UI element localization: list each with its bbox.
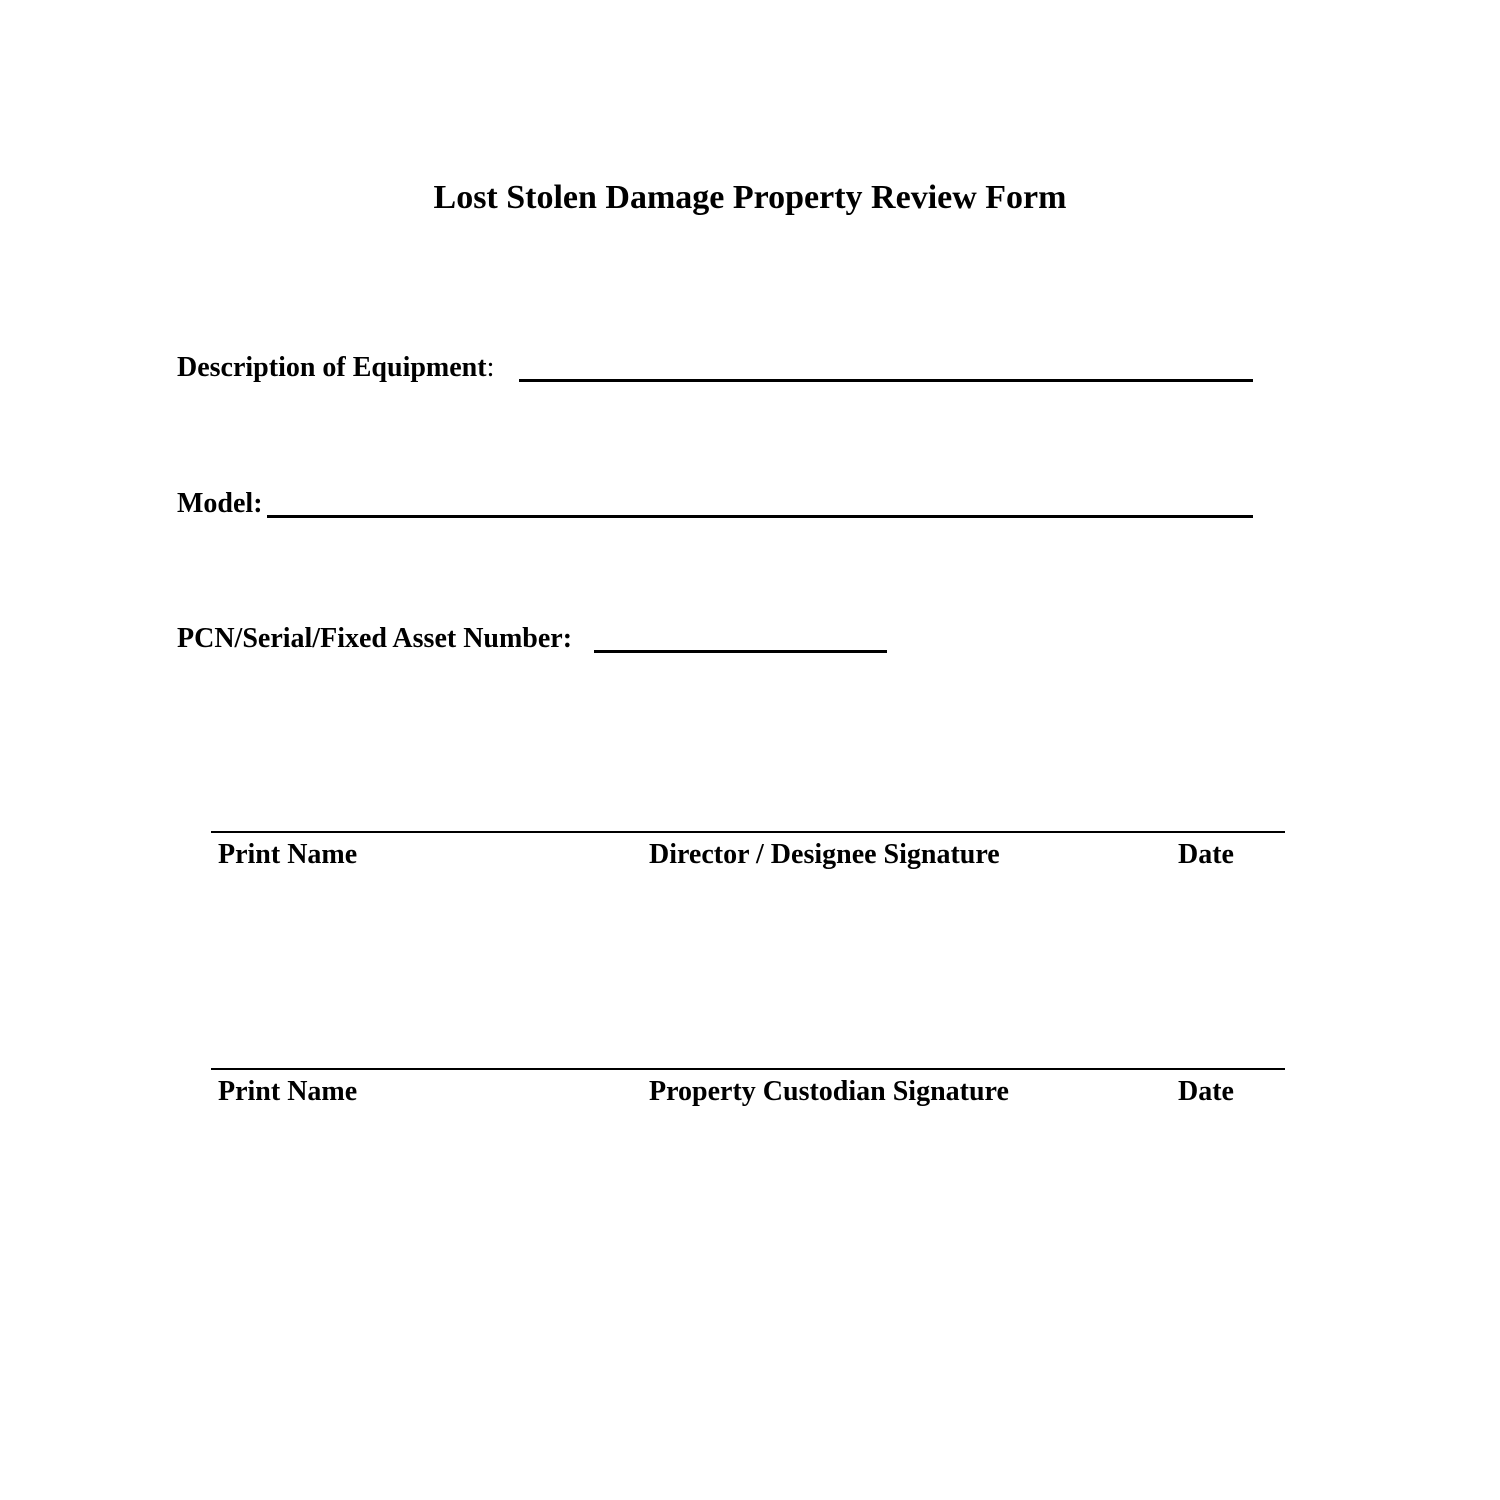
custodian-signature-label: Property Custodian Signature bbox=[649, 1076, 1009, 1107]
model-label: Model: bbox=[177, 488, 263, 519]
asset-number-blank[interactable] bbox=[594, 621, 887, 653]
print-name-label-1: Print Name bbox=[218, 839, 358, 870]
print-name-label-2: Print Name bbox=[218, 1076, 358, 1107]
model-blank[interactable] bbox=[267, 486, 1253, 518]
date-label-1: Date bbox=[1178, 839, 1234, 870]
director-signature-line[interactable] bbox=[211, 831, 1285, 833]
form-title: Lost Stolen Damage Property Review Form bbox=[433, 179, 1067, 216]
model-field bbox=[177, 486, 1257, 522]
director-signature-label: Director / Designee Signature bbox=[649, 839, 1000, 870]
asset-number-field bbox=[177, 621, 897, 657]
asset-number-label: PCN/Serial/Fixed Asset Number: bbox=[177, 623, 573, 654]
date-label-2: Date bbox=[1178, 1076, 1234, 1107]
description-label: Description of Equipment: bbox=[177, 352, 495, 383]
custodian-signature-line[interactable] bbox=[211, 1068, 1285, 1070]
description-of-equipment-field bbox=[177, 350, 1257, 386]
description-of-equipment-blank[interactable] bbox=[519, 350, 1253, 382]
